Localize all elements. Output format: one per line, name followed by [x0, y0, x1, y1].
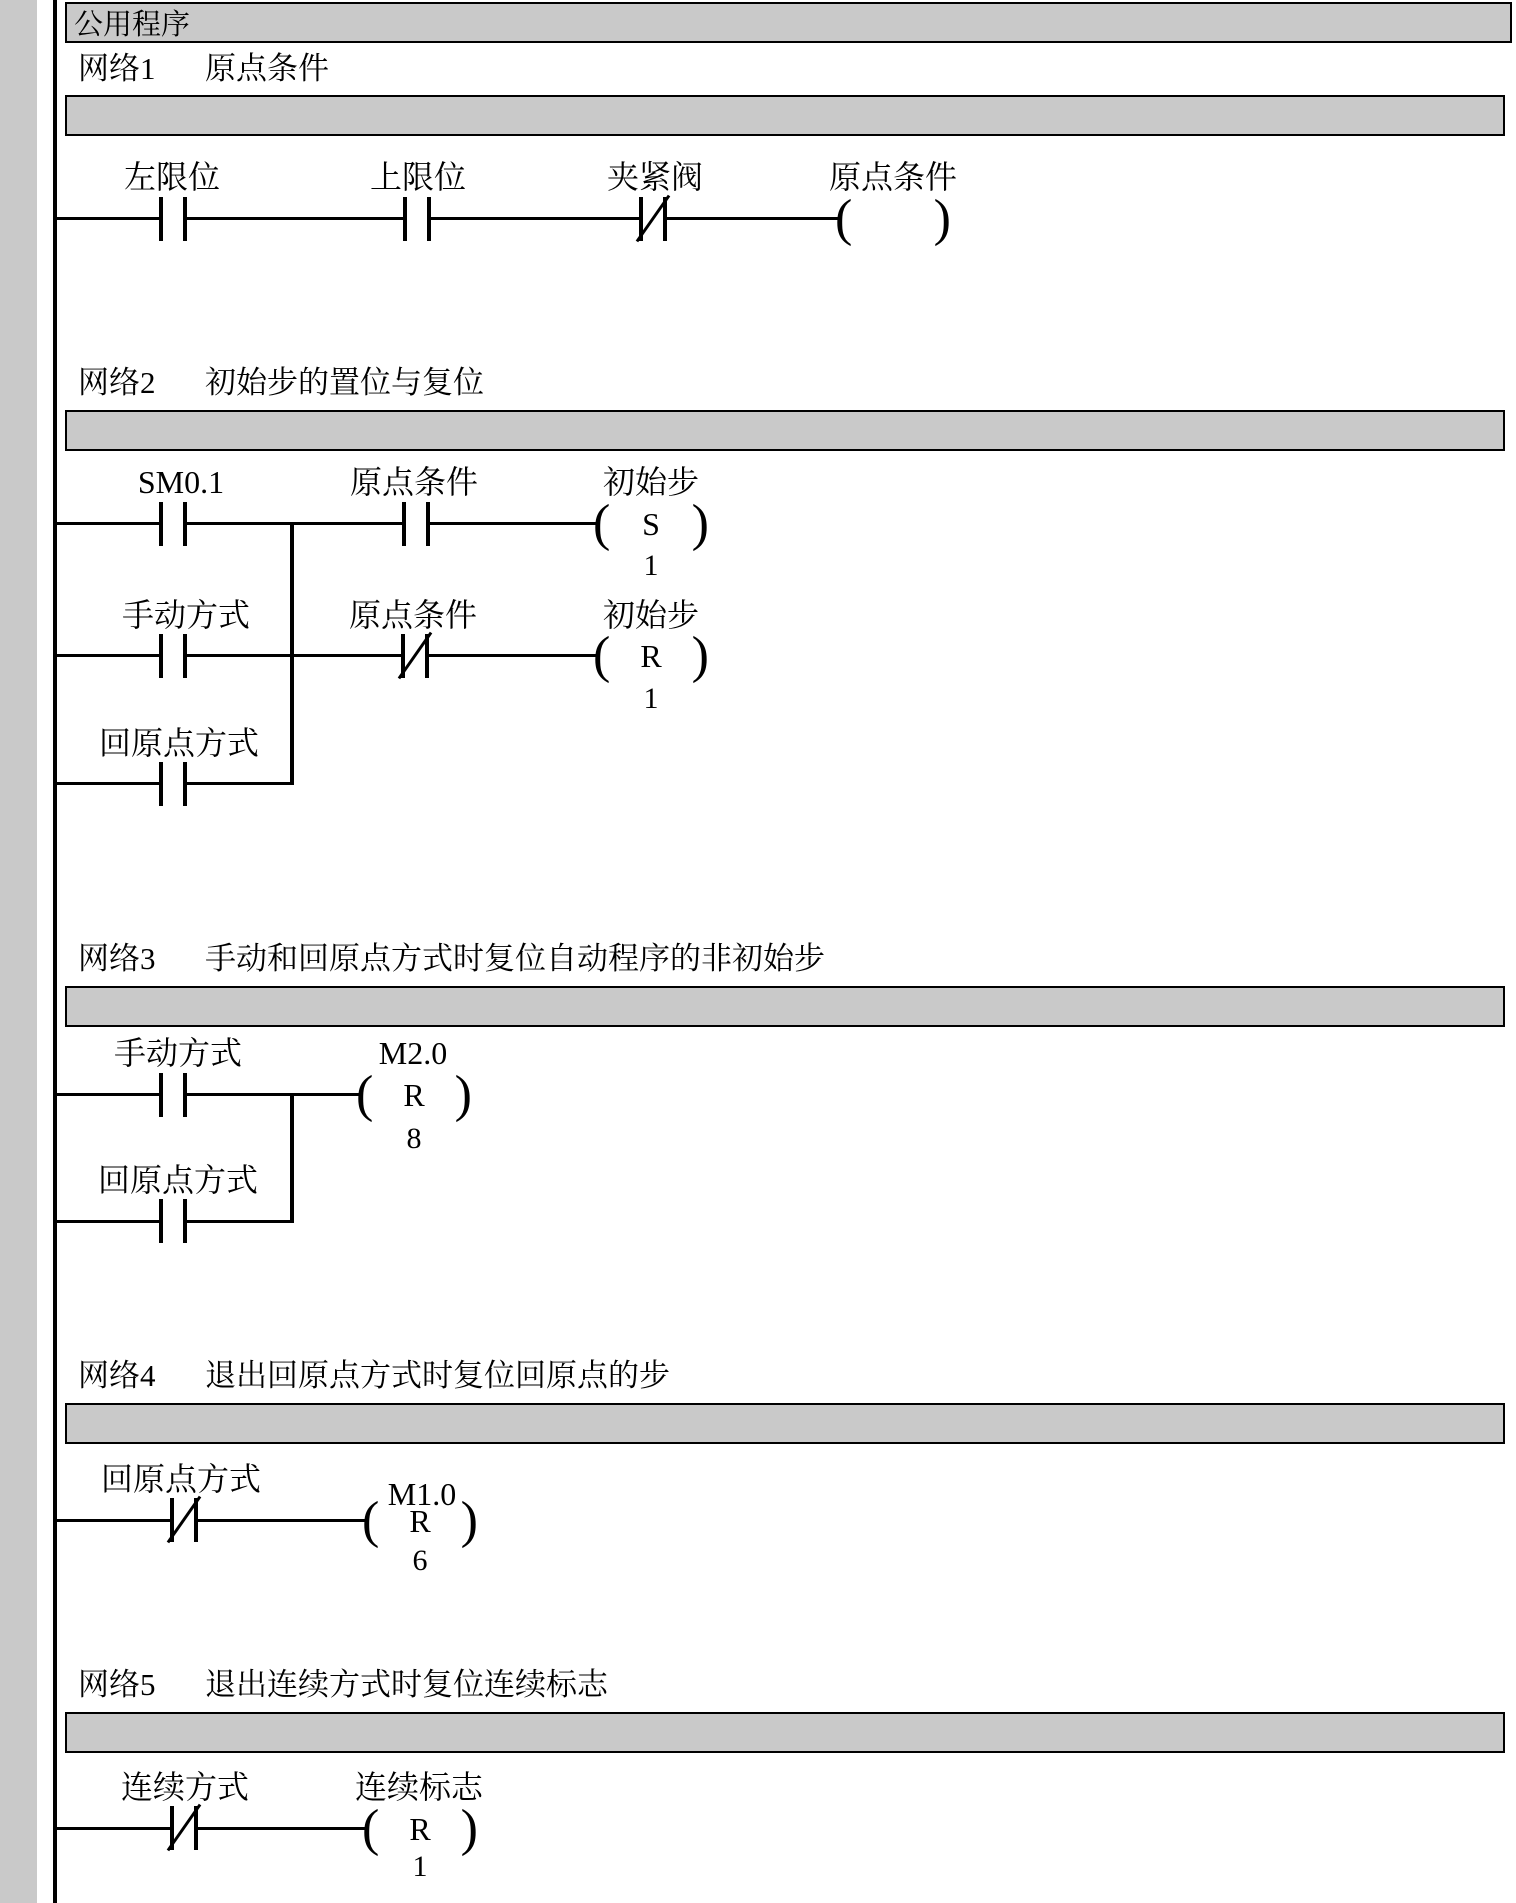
contact-bar	[159, 1199, 163, 1243]
network5-contact-label: 连续方式	[120, 1769, 250, 1805]
coil-close-paren: )	[460, 1800, 478, 1857]
network1-contact-no-upper-limit	[392, 197, 442, 241]
contact-bar	[183, 634, 187, 678]
contact-bar	[183, 1073, 187, 1117]
contact-bar	[183, 762, 187, 806]
coil-open-paren: (	[362, 1492, 380, 1549]
network4-contact-nc-home-mode	[159, 1498, 209, 1542]
network2-reset-coil-count: 1	[643, 682, 659, 715]
network3-rung1-line	[57, 1093, 360, 1096]
coil-close-paren: )	[933, 190, 951, 247]
network2-set-coil-label: 初始步	[602, 464, 700, 500]
coil-reset-letter: R	[409, 1811, 431, 1847]
network2-rung1-contact2-label: 原点条件	[349, 464, 479, 500]
coil-open-paren: (	[593, 495, 611, 552]
network2-set-coil-count: 1	[643, 549, 659, 582]
contact-gap	[161, 197, 185, 241]
contact-bar	[403, 197, 407, 241]
network5-coil-count: 1	[412, 1850, 428, 1883]
network2-reset-coil-label: 初始步	[602, 597, 700, 633]
network3-label: 网络3	[78, 941, 156, 976]
network3-branch-junction-line	[290, 1093, 294, 1223]
ladder-left-power-rail	[53, 0, 57, 1903]
contact-gap	[404, 502, 428, 546]
network3-coil-count: 8	[406, 1122, 422, 1155]
contact-bar	[402, 502, 406, 546]
network1-output-coil	[835, 190, 951, 248]
network3-coil-label: M2.0	[378, 1035, 448, 1071]
network2-contact-no-home-mode	[148, 762, 198, 806]
coil-close-paren: )	[454, 1066, 472, 1123]
network3-reset-coil	[356, 1066, 472, 1124]
network2-label: 网络2	[78, 365, 156, 400]
network4-title: 退出回原点方式时复位回原点的步	[205, 1358, 670, 1393]
program-title: 公用程序	[74, 9, 191, 41]
contact-bar	[183, 197, 187, 241]
contact-gap	[161, 1073, 185, 1117]
network4-rung-line	[57, 1519, 366, 1522]
network4-separator-bar	[65, 1403, 1505, 1444]
contact-gap	[161, 1199, 185, 1243]
network2-reset-coil	[593, 627, 709, 685]
network1-separator-bar	[65, 95, 1505, 136]
contact-gap	[161, 762, 185, 806]
coil-reset-letter: R	[640, 638, 662, 674]
network1-label: 网络1	[78, 51, 156, 86]
coil-set-letter: S	[642, 506, 660, 542]
network4-reset-coil	[362, 1492, 478, 1550]
contact-gap	[161, 502, 185, 546]
network2-contact-no-manual-mode	[148, 634, 198, 678]
coil-reset-letter: R	[403, 1077, 425, 1113]
contact-bar	[159, 197, 163, 241]
contact-bar	[159, 502, 163, 546]
network5-contact-nc-continuous-mode	[159, 1806, 209, 1850]
contact-bar	[183, 1199, 187, 1243]
network3-separator-bar	[65, 986, 1505, 1027]
network2-contact-no-origin-condition	[391, 502, 441, 546]
network2-rung1-contact1-label: SM0.1	[137, 464, 225, 500]
coil-close-paren: )	[460, 1492, 478, 1549]
network2-separator-bar	[65, 410, 1505, 451]
network3-rung2-contact-label: 回原点方式	[97, 1162, 259, 1198]
network2-contact-nc-origin-condition	[390, 634, 440, 678]
coil-open-paren: (	[835, 190, 853, 247]
coil-open-paren: (	[356, 1066, 374, 1123]
contact-bar	[159, 634, 163, 678]
network3-contact-no-manual-mode	[148, 1073, 198, 1117]
contact-bar	[427, 197, 431, 241]
network2-rung3-contact1-label: 回原点方式	[98, 725, 260, 761]
network4-coil-count: 6	[412, 1544, 428, 1577]
network5-coil-label: 连续标志	[354, 1769, 484, 1805]
coil-close-paren: )	[691, 495, 709, 552]
network3-title: 手动和回原点方式时复位自动程序的非初始步	[205, 941, 825, 976]
network1-contact1-label: 左限位	[123, 159, 221, 195]
network2-set-coil	[593, 495, 709, 553]
contact-bar	[159, 762, 163, 806]
network2-rung1-line	[57, 522, 597, 525]
network3-rung1-contact-label: 手动方式	[113, 1035, 243, 1071]
network1-coil-label: 原点条件	[828, 159, 958, 195]
network2-title: 初始步的置位与复位	[205, 365, 484, 400]
coil-open-paren: (	[362, 1800, 380, 1857]
network4-label: 网络4	[78, 1358, 156, 1393]
contact-bar	[183, 502, 187, 546]
coil-close-paren: )	[691, 627, 709, 684]
network1-contact-nc-clamp-valve	[628, 197, 678, 241]
network2-contact-no-sm01	[148, 502, 198, 546]
network1-title: 原点条件	[205, 51, 329, 86]
network2-branch-junction-line	[290, 522, 294, 785]
network1-contact-no-left-limit	[148, 197, 198, 241]
contact-gap	[161, 634, 185, 678]
contact-gap	[405, 197, 429, 241]
network5-rung-line	[57, 1827, 366, 1830]
page-margin-strip	[0, 0, 37, 1903]
coil-reset-letter: R	[409, 1503, 431, 1539]
network2-rung2-line	[57, 654, 597, 657]
network5-separator-bar	[65, 1712, 1505, 1753]
contact-bar	[426, 502, 430, 546]
network1-contact3-label: 夹紧阀	[606, 159, 704, 195]
program-header-bar	[65, 2, 1512, 43]
network4-coil-label: M1.0	[387, 1476, 457, 1512]
network3-contact-no-home-mode	[148, 1199, 198, 1243]
network2-rung2-contact2-label: 原点条件	[348, 597, 478, 633]
contact-bar	[159, 1073, 163, 1117]
network2-rung2-contact1-label: 手动方式	[121, 597, 251, 633]
coil-open-paren: (	[593, 627, 611, 684]
network1-contact2-label: 上限位	[369, 159, 467, 195]
network5-title: 退出连续方式时复位连续标志	[205, 1667, 608, 1702]
network4-contact-label: 回原点方式	[100, 1461, 262, 1497]
network5-label: 网络5	[78, 1667, 156, 1702]
